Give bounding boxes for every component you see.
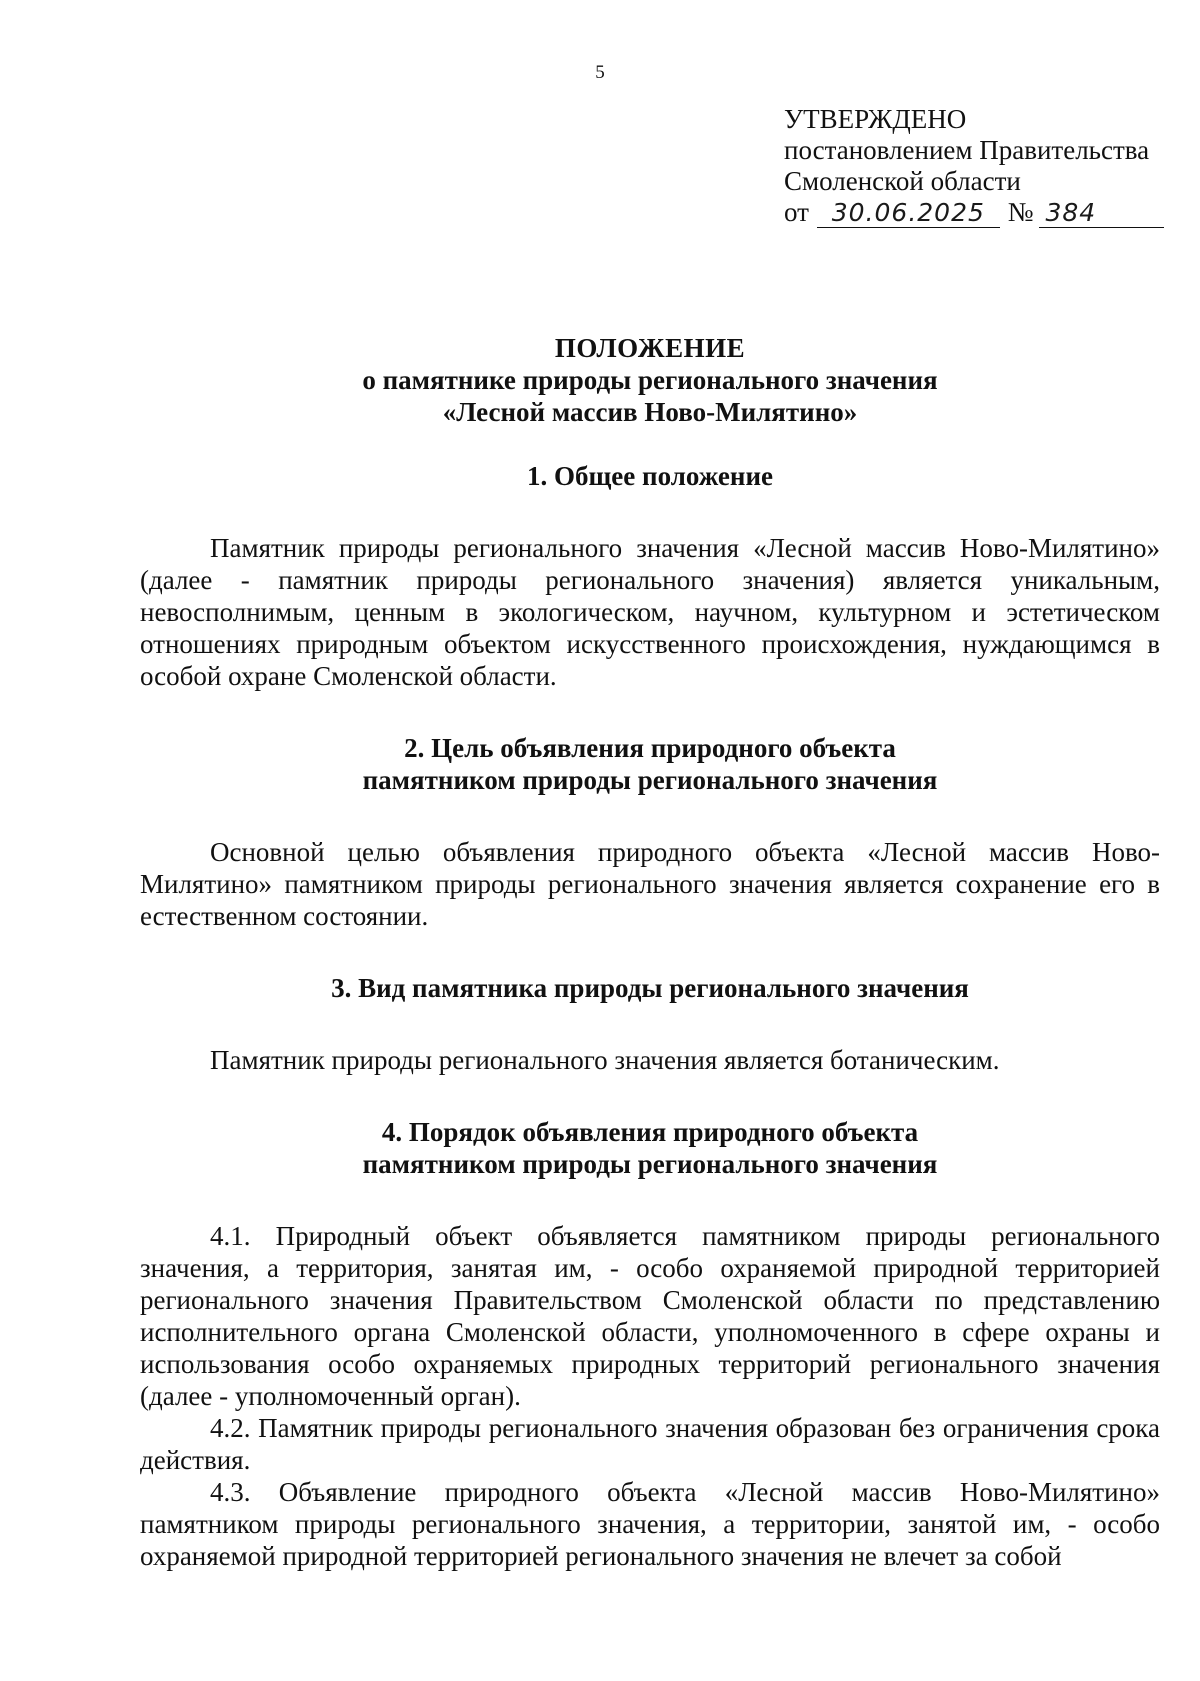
section-4-paragraph-4-2: 4.2. Памятник природы регионального значения образован без ограничения срока действия. [140, 1413, 1160, 1475]
approval-line-1: постановлением Правительства [784, 135, 1150, 165]
page-number: 5 [595, 62, 605, 83]
approval-line-2: Смоленской области [784, 166, 1021, 196]
section-4-heading-line-2: памятником природы регионального значения [362, 1149, 938, 1179]
approval-title: УТВЕРЖДЕНО [784, 104, 967, 134]
section-1-heading: 1. Общее положение [527, 461, 773, 491]
document-subtitle-line-2: «Лесной массив Ново-Милятино» [442, 397, 858, 427]
section-2-paragraph: Основной целью объявления природного объекта «Лесной массив Ново-Милятино» памятником природы регионального значения является сохранение его в естественном состоянии. [140, 837, 1160, 931]
section-3-paragraph: Памятник природы регионального значения является ботаническим. [210, 1045, 1000, 1075]
approval-stamp [784, 104, 1164, 228]
document-body [140, 332, 1160, 1572]
section-3-heading: 3. Вид памятника природы регионального значения [331, 973, 969, 1003]
document-title: ПОЛОЖЕНИЕ [554, 333, 746, 363]
section-4-heading-line-1: 4. Порядок объявления природного объекта [381, 1117, 919, 1147]
handwritten-number: 384 [1039, 199, 1164, 228]
document-subtitle-line-1: о памятнике природы регионального значения [362, 365, 938, 395]
date-prefix: от [784, 197, 809, 227]
section-2-heading-line-1: 2. Цель объявления природного объекта [404, 733, 896, 763]
section-4-paragraph-4-3: 4.3. Объявление природного объекта «Лесной массив Ново-Милятино» памятником природы регионального значения, а территории, занятой им, - особо охраняемой природной территорией регионального значения не влечет за собой [140, 1477, 1160, 1571]
approval-date-row [784, 197, 1164, 228]
section-1-paragraph: Памятник природы регионального значения «Лесной массив Ново-Милятино» (далее - памятник природы регионального значения) является уникальным, невосполнимым, ценным в экологическом, научном, культурном и эстетическом отношениях природным объектом искусственного происхождения, нуждающимся в особой охране Смоленской области. [140, 533, 1160, 691]
handwritten-date: 30.06.2025 [817, 199, 1000, 228]
number-prefix: № [1007, 197, 1034, 227]
section-2-heading-line-2: памятником природы регионального значения [362, 765, 938, 795]
section-4-paragraph-4-1: 4.1. Природный объект объявляется памятником природы регионального значения, а территория, занятая им, - особо охраняемой природной территорией регионального значения Правительством Смоленской области по представлению исполнительного органа Смоленской области, уполномоченного в сфере охраны и использования особо охраняемых природных территорий регионального значения (далее - уполномоченный орган). [140, 1221, 1160, 1411]
